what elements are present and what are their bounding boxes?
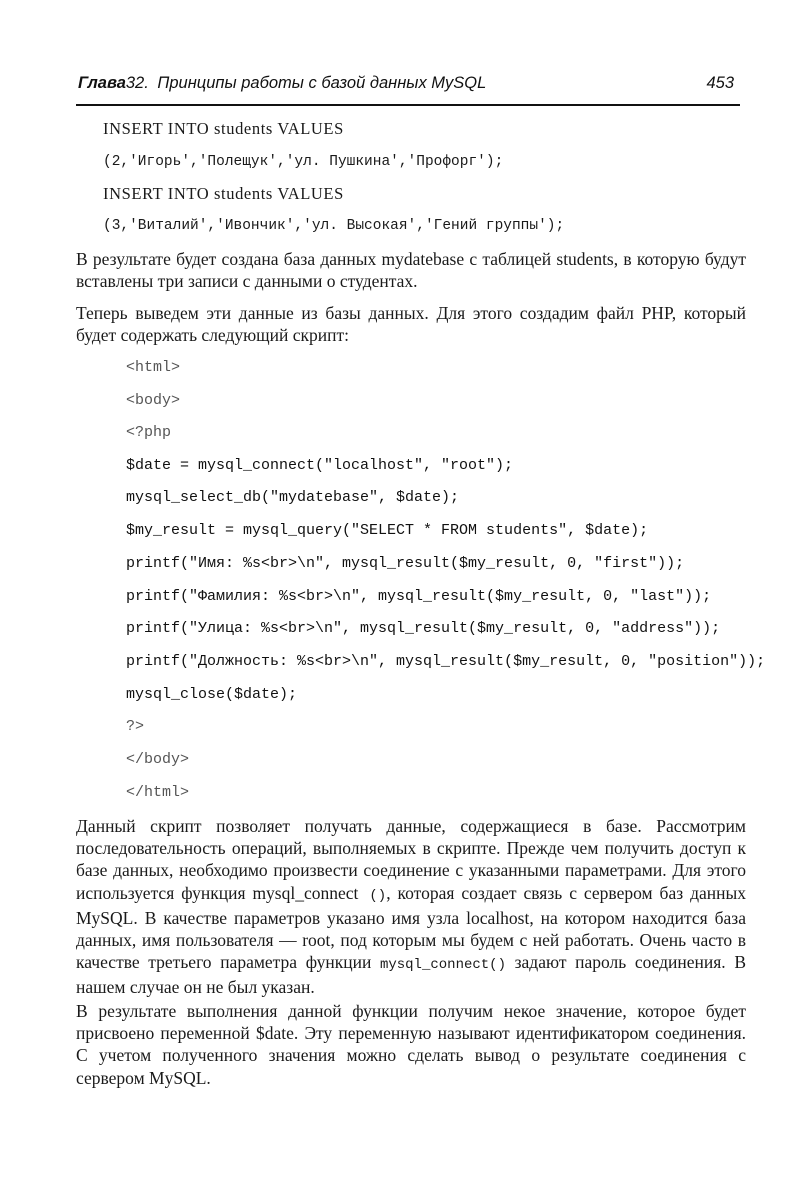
paragraph-4: В результате выполнения данной функции получим некое значение, которое будет присвоено переменной $date. Эту переменную называют идентификатором соединения. С учетом полученного значения можно сделать вывод о результате соединения с сервером MySQL. — [76, 1001, 746, 1088]
code-line-7: printf("Имя: %s<br>\n", mysql_result($my_result, 0, "first")); — [126, 555, 685, 572]
paragraph-3-text-b: , которая создает связь с сервером баз данных MySQL. В качестве параметров указано имя узла localhost, на котором находится база данных, имя пользователя — root, под которым мы будем с ней работать. Очень часто в качестве третьего параметра функции — [76, 882, 746, 973]
code-line-6: $my_result = mysql_query("SELECT * FROM students", $date); — [126, 522, 649, 539]
chapter-label: Глава — [78, 74, 126, 92]
code-line-14: </html> — [126, 784, 190, 801]
code-line-13: </body> — [126, 751, 190, 768]
code-line-5: mysql_select_db("mydatebase", $date); — [126, 489, 460, 506]
paragraph-3-text-c: задают пароль соединения. В нашем случае он не был указан. — [76, 952, 746, 998]
paragraph-2: Теперь выведем эти данные из базы данных. Для этого создадим файл PHP, который будет содержать следующий скрипт: — [76, 303, 746, 346]
inline-code-mysql-connect: mysql_connect() — [379, 957, 506, 974]
code-line-3: <?php — [126, 424, 172, 441]
code-line-12: ?> — [126, 718, 145, 735]
code-line-10: printf("Должность: %s<br>\n", mysql_result($my_result, 0, "position")); — [126, 653, 766, 670]
paragraph-3-text-a: Данный скрипт позволяет получать данные, содержащиеся в базе. Рассмотрим последовательность операций, выполняемых в скрипте. Прежде чем получить доступ к базе данных, необходимо произвести соединение с указанными параметрами. Для этого используется функция mysql_connect — [76, 816, 746, 903]
chapter-number: 32. — [125, 74, 149, 92]
chapter-title: Принципы работы с базой данных MySQL — [157, 74, 487, 92]
code-line-1: <html> — [126, 359, 181, 376]
code-line-8: printf("Фамилия: %s<br>\n", mysql_result($my_result, 0, "last")); — [126, 588, 712, 605]
sql-line-2: (2,'Игорь','Полещук','ул. Пушкина','Профорг'); — [103, 154, 504, 170]
code-line-2: <body> — [126, 392, 181, 409]
inline-code-parens: () — [358, 887, 387, 904]
paragraph-3 — [76, 815, 746, 999]
sql-line-1: INSERT INTO students VALUES — [103, 119, 344, 138]
code-line-9: printf("Улица: %s<br>\n", mysql_result($my_result, 0, "address")); — [126, 620, 721, 637]
running-header — [78, 74, 738, 98]
header-rule — [76, 104, 740, 106]
page-number: 453 — [706, 74, 734, 92]
code-line-11: mysql_close($date); — [126, 686, 298, 703]
paragraph-1: В результате будет создана база данных mydatebase с таблицей students, в которую будут вставлены три записи с данными о студентах. — [76, 249, 746, 292]
sql-line-4: (3,'Виталий','Ивончик','ул. Высокая','Гений группы'); — [103, 218, 565, 234]
sql-line-3: INSERT INTO students VALUES — [103, 184, 344, 203]
code-line-4: $date = mysql_connect("localhost", "root"); — [126, 457, 514, 474]
